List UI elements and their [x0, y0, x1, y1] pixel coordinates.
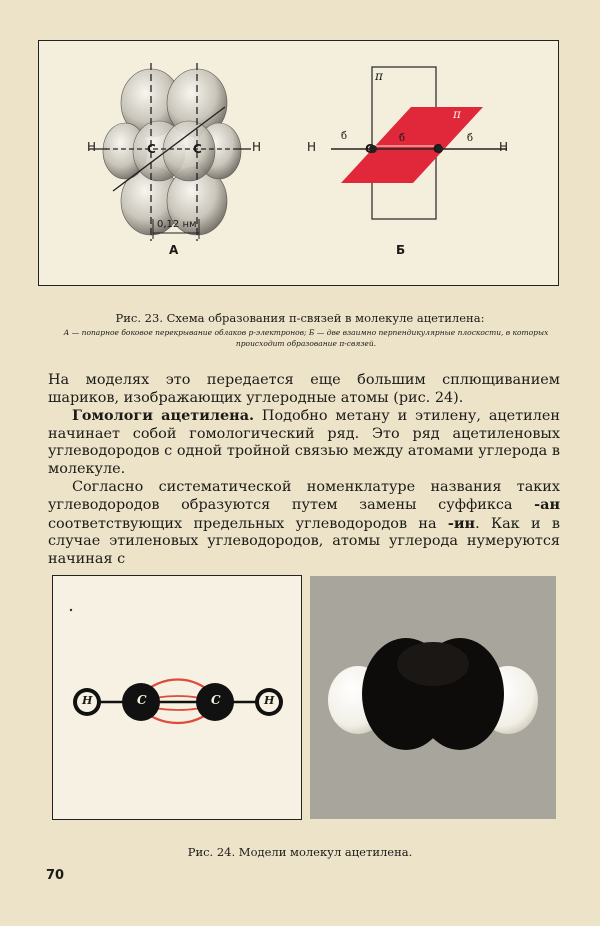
label-a: А — [169, 243, 179, 257]
figure-23-drawing — [39, 41, 558, 285]
atom-c-left-a: C — [147, 142, 156, 156]
paragraph-2-text: Подобно метану и этилену, ацетилен начинает собой гомологический ряд. Это ряд ацетиленовых углеводородов с одной тройной связью между атомами углерода в молекуле. — [48, 408, 560, 477]
paragraph-2-heading: Гомологи ацетилена. — [72, 407, 255, 425]
figure-23-caption-detail: А — попарное боковое перекрывание облаков p-электронов; Б — две взаимно перпендикулярные плоскости, в которых происходит образование π-связей. — [63, 328, 549, 348]
paragraph-2 — [48, 407, 560, 478]
orbital-cloud-diagram — [89, 63, 251, 241]
figure-24-caption: Рис. 24. Модели молекул ацетилена. — [187, 845, 413, 859]
model-atom-c-left: C — [137, 693, 147, 707]
atom-c-right-b: C — [433, 142, 442, 156]
atom-h-left-b: H — [307, 140, 317, 154]
sigma-label-3: б — [467, 133, 474, 144]
model-atom-h-left: H — [82, 694, 93, 707]
atom-h-right-a: H — [252, 140, 262, 154]
suffix-an: -ан — [534, 496, 560, 514]
model-atom-h-right: H — [264, 694, 275, 707]
model-atom-c-right: C — [211, 693, 221, 707]
paragraph-3 — [48, 479, 560, 569]
page-number: 70 — [46, 868, 65, 883]
suffix-in: -ин — [447, 514, 476, 532]
pi-plane-red — [341, 107, 483, 183]
figure-23 — [38, 40, 559, 286]
atom-h-left-a: H — [87, 140, 97, 154]
planes-diagram — [331, 67, 507, 219]
atom-c-right-a: C — [193, 142, 202, 156]
paragraph-3-mid: соответствующих предельных углеводородов на — [48, 515, 448, 532]
pi-label-vertical: π — [375, 69, 383, 83]
sigma-label-1: б — [341, 131, 348, 142]
atom-c-left-b: C — [365, 142, 374, 156]
paragraph-1: На моделях это передается еще большим сплющиванием шариков, изображающих углеродные атомы (рис. 24). — [48, 372, 560, 406]
paragraph-3-end: . Как и в случае этиленовых углеводородов, атомы углерода нумеруются начиная с — [48, 515, 560, 567]
sigma-label-2: б — [399, 133, 406, 144]
figure-24-space-filling-photo — [310, 576, 556, 819]
figure-24-ball-stick — [52, 575, 302, 820]
figure-23-caption: Рис. 23. Схема образования π-связей в молекуле ацетилена: — [115, 311, 485, 325]
distance-label: 0,12 нм — [157, 219, 197, 230]
paragraph-3-start: Согласно систематической номенклатуре названия таких углеводородов образуются путем замены суффикса — [48, 478, 560, 514]
pi-label-red: π — [453, 107, 461, 121]
body-text — [48, 372, 560, 569]
atom-h-right-b: H — [499, 140, 509, 154]
label-b: Б — [396, 243, 406, 257]
